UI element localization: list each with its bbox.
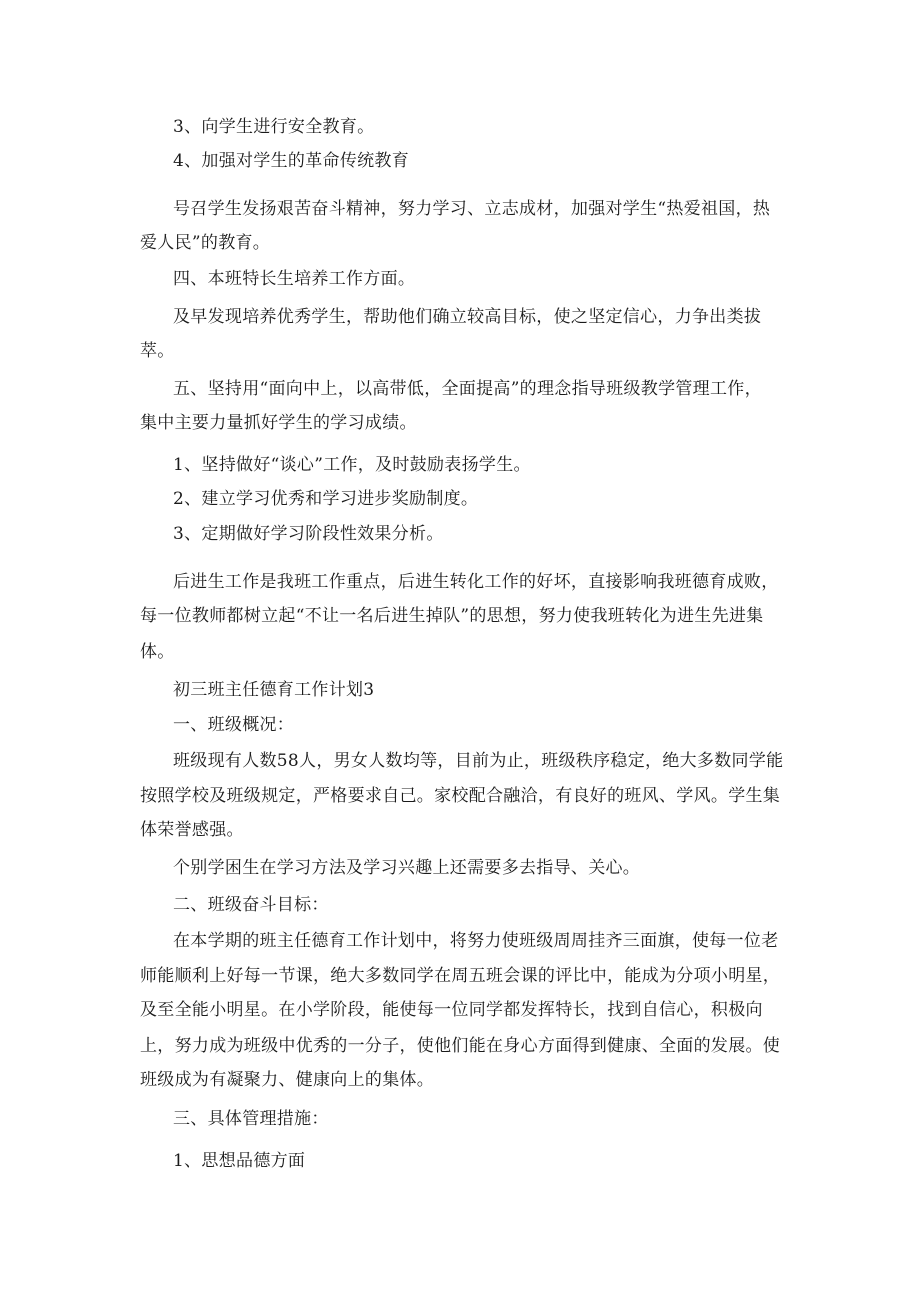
text-line: 按照学校及班级规定，严格要求自己。家校配合融洽，有良好的班风、学风。学生集 [140,786,781,806]
text-line: 后进生工作是我班工作重点，后进生转化工作的好坏，直接影响我班德育成败， [173,572,779,592]
text-line: 体荣誉感强。 [140,820,244,840]
text-line: 2、建立学习优秀和学习进步奖励制度。 [173,489,479,509]
text-line: 每一位教师都树立起“不让一名后进生掉队”的思想，努力使我班转化为进生先进集 [140,606,764,626]
text-line: 班级现有人数58人，男女人数均等，目前为止，班级秩序稳定，绝大多数同学能 [173,751,784,771]
text-line: 班级成为有凝聚力、健康向上的集体。 [140,1070,435,1090]
text-line: 及至全能小明星。在小学阶段，能使每一位同学都发挥特长，找到自信心，积极向 [140,1000,763,1020]
text-line: 爱人民”的教育。 [140,233,271,253]
text-line: 四、本班特长生培养工作方面。 [173,269,416,289]
text-line: 个别学困生在学习方法及学习兴趣上还需要多去指导、关心。 [173,858,641,878]
section-title: 初三班主任德育工作计划3 [173,680,375,700]
text-line: 体。 [140,642,175,662]
text-line: 1、坚持做好“谈心”工作，及时鼓励表扬学生。 [173,455,531,475]
text-line: 一、班级概况： [173,715,295,735]
text-line: 五、坚持用“面向中上，以高带低，全面提高”的理念指导班级教学管理工作， [173,379,762,399]
text-line: 1、思想品德方面 [173,1151,306,1171]
text-line: 号召学生发扬艰苦奋斗精神，努力学习、立志成材，加强对学生“热爱祖国，热 [173,199,771,219]
text-line: 三、具体管理措施： [173,1109,329,1129]
text-line: 3、向学生进行安全教育。 [173,117,375,137]
text-line: 集中主要力量抓好学生的学习成绩。 [140,413,417,433]
text-line: 上，努力成为班级中优秀的一分子，使他们能在身心方面得到健康、全面的发展。使 [140,1036,781,1056]
text-line: 4、加强对学生的革命传统教育 [173,151,410,171]
text-line: 在本学期的班主任德育工作计划中，将努力使班级周周挂齐三面旗，使每一位老 [173,931,779,951]
text-line: 二、班级奋斗目标： [173,895,329,915]
text-line: 及早发现培养优秀学生，帮助他们确立较高目标，使之坚定信心，力争出类拔 [173,307,762,327]
text-line: 3、定期做好学习阶段性效果分析。 [173,524,444,544]
text-line: 萃。 [140,341,175,361]
text-line: 师能顺利上好每一节课，绝大多数同学在周五班会课的评比中，能成为分项小明星， [140,966,781,986]
